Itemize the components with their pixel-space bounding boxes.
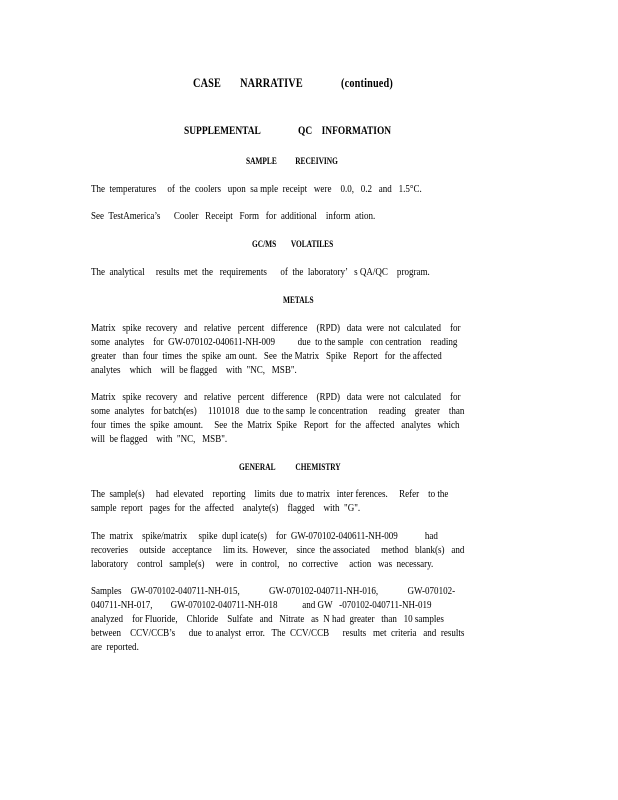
paragraph	[91, 182, 517, 196]
text-line: laboratory control sample(s) were in control, no corrective action was necessary.	[91, 558, 434, 570]
text-line: some analytes for batch(es) 1101018 due to the samp le concentration reading greater than	[91, 405, 465, 417]
text-line: 040711-NH-017, GW-070102-040711-NH-018 and GW -070102-040711-NH-019	[91, 599, 432, 611]
supplemental-qc-heading: SUPPLEMENTAL QC INFORMATION	[184, 125, 392, 137]
text-line: Samples GW-070102-040711-NH-015, GW-070102-040711-NH-016, GW-070102-	[91, 585, 456, 597]
text-line: between CCV/CCB’s due to analyst error. The CCV/CCB results met criteria and results	[91, 627, 465, 639]
text-line: The analytical results met the requirements of the laboratory’ s QA/QC program.	[91, 266, 430, 278]
text-line: recoveries outside acceptance lim its. However, since the associated method blank(s) and	[91, 544, 465, 556]
section-heading-metals: METALS	[283, 295, 314, 305]
page-title: CASE NARRATIVE (continued)	[193, 76, 393, 90]
section-heading-sample-receiving: SAMPLE RECEIVING	[246, 156, 338, 166]
paragraph	[91, 265, 517, 279]
text-line: The temperatures of the coolers upon sa mple receipt were 0.0, 0.2 and 1.5°C.	[91, 183, 422, 195]
text-line: are reported.	[91, 641, 139, 653]
text-line: Matrix spike recovery and relative percent difference (RPD) data were not calculated for	[91, 391, 461, 403]
paragraph	[91, 390, 517, 446]
text-line: greater than four times the spike am ount. See the Matrix Spike Report for the affected	[91, 350, 442, 362]
paragraph	[91, 529, 517, 571]
paragraph	[91, 487, 517, 515]
text-line: some analytes for GW-070102-040611-NH-009 due to the sample con centration reading	[91, 336, 458, 348]
text-line: analytes which will be flagged with "NC, MSB".	[91, 364, 297, 376]
text-line: The matrix spike/matrix spike dupl icate(s) for GW-070102-040611-NH-009 had	[91, 530, 438, 542]
section-heading-general-chemistry: GENERAL CHEMISTRY	[239, 462, 341, 472]
text-line: See TestAmerica’s Cooler Receipt Form for additional inform ation.	[91, 210, 376, 222]
paragraph	[91, 209, 517, 223]
paragraph	[91, 321, 517, 377]
text-line: analyzed for Fluoride, Chloride Sulfate and Nitrate as N had greater than 10 samples	[91, 613, 444, 625]
paragraph	[91, 584, 517, 654]
text-line: The sample(s) had elevated reporting limits due to matrix inter ferences. Refer to the	[91, 488, 449, 500]
section-heading-gcms-volatiles: GC/MS VOLATILES	[252, 239, 334, 249]
text-line: will be flagged with "NC, MSB".	[91, 433, 228, 445]
text-line: Matrix spike recovery and relative percent difference (RPD) data were not calculated for	[91, 322, 461, 334]
text-line: sample report pages for the affected analyte(s) flagged with "G".	[91, 502, 361, 514]
text-line: four times the spike amount. See the Matrix Spike Report for the affected analytes which	[91, 419, 460, 431]
